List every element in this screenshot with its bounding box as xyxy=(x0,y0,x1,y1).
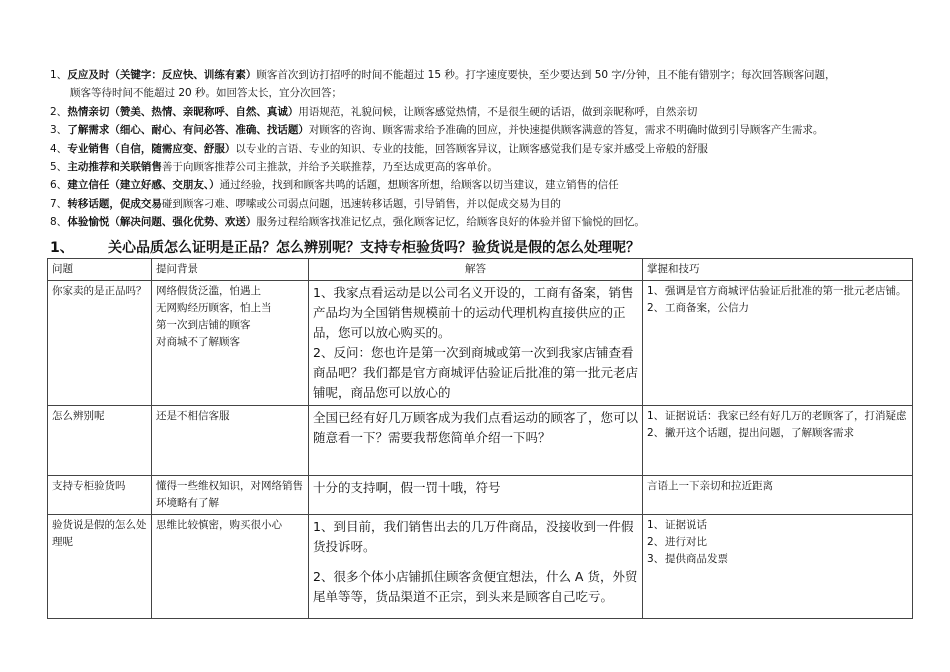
rule-text-continued: 顾客等待时间不能超过 20 秒。如回答太长，宜分次回答； xyxy=(70,87,343,100)
rule-keyword: 热情亲切（赞美、热情、亲昵称呼、自然、真诚） xyxy=(67,105,299,118)
table-header-row xyxy=(48,259,913,281)
rule-keyword: 反应及时（关键字：反应快、训练有素） xyxy=(67,69,257,81)
section-heading xyxy=(50,237,910,257)
qa-table xyxy=(47,258,913,619)
table-row xyxy=(48,281,913,406)
rule-keyword: 建立信任（建立好感、交朋友、） xyxy=(67,179,220,192)
question-cell: 验货说是假的怎么处理呢 xyxy=(48,515,152,619)
table-row xyxy=(48,515,913,619)
background-cell: 懂得一些维权知识，对网络销售环境略有了解 xyxy=(152,476,309,515)
rule-text: 服务过程给顾客找准记忆点，强化顾客记忆，给顾客良好的体验并留下愉悦的回忆。 xyxy=(256,216,645,229)
rule-number: 7、 xyxy=(50,197,68,210)
rule-item xyxy=(50,140,900,158)
rule-keyword: 主动推荐和关联销售 xyxy=(67,161,162,174)
rule-text: 以专业的言语、专业的知识、专业的技能，回答顾客异议，让顾客感觉我们是专家并感受上帝般的舒服 xyxy=(235,142,708,155)
section-title: 关心品质怎么证明是正品？怎么辨别呢？支持专柜验货吗？验货说是假的怎么处理呢？ xyxy=(108,240,640,256)
rule-text: 碰到顾客刁难、啰嗦或公司弱点问题，迅速转移话题，引导销售，并以促成交易为目的 xyxy=(161,197,561,210)
answer-cell: 1、我家点看运动是以公司名义开设的，工商有备案，销售产品均为全国销售规模前十的运动代理机构直接供应的正品，您可以放心购买的。 2、反问：您也许是第一次到商城或第一次到我家店铺查看商品吧？我们都是官方商城评估验证后批准的第一批元老店铺呢，商品您可以放心的 xyxy=(309,281,643,406)
rule-text: 通过经验，找到和顾客共鸣的话题，想顾客所想，给顾客以切当建议，建立销售的信任 xyxy=(219,179,619,192)
header-answer: 解答 xyxy=(309,259,643,281)
rule-item xyxy=(50,66,900,103)
rule-text: 善于向顾客推荐公司主推款，并给予关联推荐，乃至达成更高的客单价。 xyxy=(161,161,498,174)
header-question: 问题 xyxy=(48,259,152,281)
rule-item xyxy=(50,213,900,231)
rule-number: 8、 xyxy=(50,216,68,229)
service-rules-list xyxy=(50,66,900,232)
rule-keyword: 体验愉悦（解决问题、强化优势、欢送） xyxy=(67,216,257,229)
rule-text: 用语规范，礼貌问候，让顾客感觉热情，不是很生硬的话语，做到亲昵称呼，自然亲切 xyxy=(298,105,698,118)
rule-item xyxy=(50,176,900,194)
question-cell: 怎么辨别呢 xyxy=(48,406,152,476)
rule-keyword: 专业销售（自信，随需应变、舒服） xyxy=(67,142,236,155)
tips-cell: 1、 证据说话：我家已经有好几万的老顾客了，打消疑虑 2、 撇开这个话题，提出问题，了解顾客需求 xyxy=(643,406,913,476)
tips-cell: 1、 证据说话 2、 进行对比 3、 提供商品发票 xyxy=(643,515,913,619)
tips-cell: 言语上一下亲切和拉近距离 xyxy=(643,476,913,515)
tips-cell: 1、 强调是官方商城评估验证后批准的第一批元老店铺。 2、 工商备案，公信力 xyxy=(643,281,913,406)
background-cell: 还是不相信客服 xyxy=(152,406,309,476)
rule-text: 顾客首次到访打招呼的时间不能超过 15 秒。打字速度要快，至少要达到 50 字/分钟，且不能有错别字；每次回答顾客问题， xyxy=(256,69,836,81)
rule-number: 4、 xyxy=(50,142,68,155)
header-background: 提问背景 xyxy=(152,259,309,281)
rule-number: 5、 xyxy=(50,161,68,174)
answer-cell: 1、到目前，我们销售出去的几万件商品，没接收到一件假货投诉呀。 2、很多个体小店铺抓住顾客贪便宜想法，什么 A 货，外贸尾单等等，货品渠道不正宗，到头来是顾客自己吃亏。 xyxy=(309,515,643,619)
rule-number: 2、 xyxy=(50,105,68,118)
question-cell: 支持专柜验货吗 xyxy=(48,476,152,515)
rule-item xyxy=(50,103,900,121)
background-cell: 思维比较慎密，购买很小心 xyxy=(152,515,309,619)
rule-number: 3、 xyxy=(50,124,68,137)
rule-keyword: 了解需求（细心、耐心、有问必答、准确、找话题） xyxy=(67,124,309,137)
rule-keyword: 转移话题，促成交易 xyxy=(67,197,162,210)
table-row xyxy=(48,476,913,515)
background-cell: 网络假货泛滥，怕遇上 无网购经历顾客，怕上当 第一次到店铺的顾客 对商城不了解顾客 xyxy=(152,281,309,406)
rule-number: 6、 xyxy=(50,179,68,192)
rule-item xyxy=(50,121,900,139)
section-number: 1、 xyxy=(50,240,74,256)
rule-item xyxy=(50,158,900,176)
answer-cell: 十分的支持啊，假一罚十哦，符号 xyxy=(309,476,643,515)
rule-number: 1、 xyxy=(50,69,68,81)
question-cell: 你家卖的是正品吗？ xyxy=(48,281,152,406)
answer-cell: 全国已经有好几万顾客成为我们点看运动的顾客了，您可以随意看一下？需要我帮您简单介绍一下吗？ xyxy=(309,406,643,476)
rule-item xyxy=(50,195,900,213)
table-row xyxy=(48,406,913,476)
header-tips: 掌握和技巧 xyxy=(643,259,913,281)
rule-text: 对顾客的咨询、顾客需求给予准确的回应，并快速提供顾客满意的答复，需求不明确时做到引导顾客产生需求。 xyxy=(308,124,824,137)
